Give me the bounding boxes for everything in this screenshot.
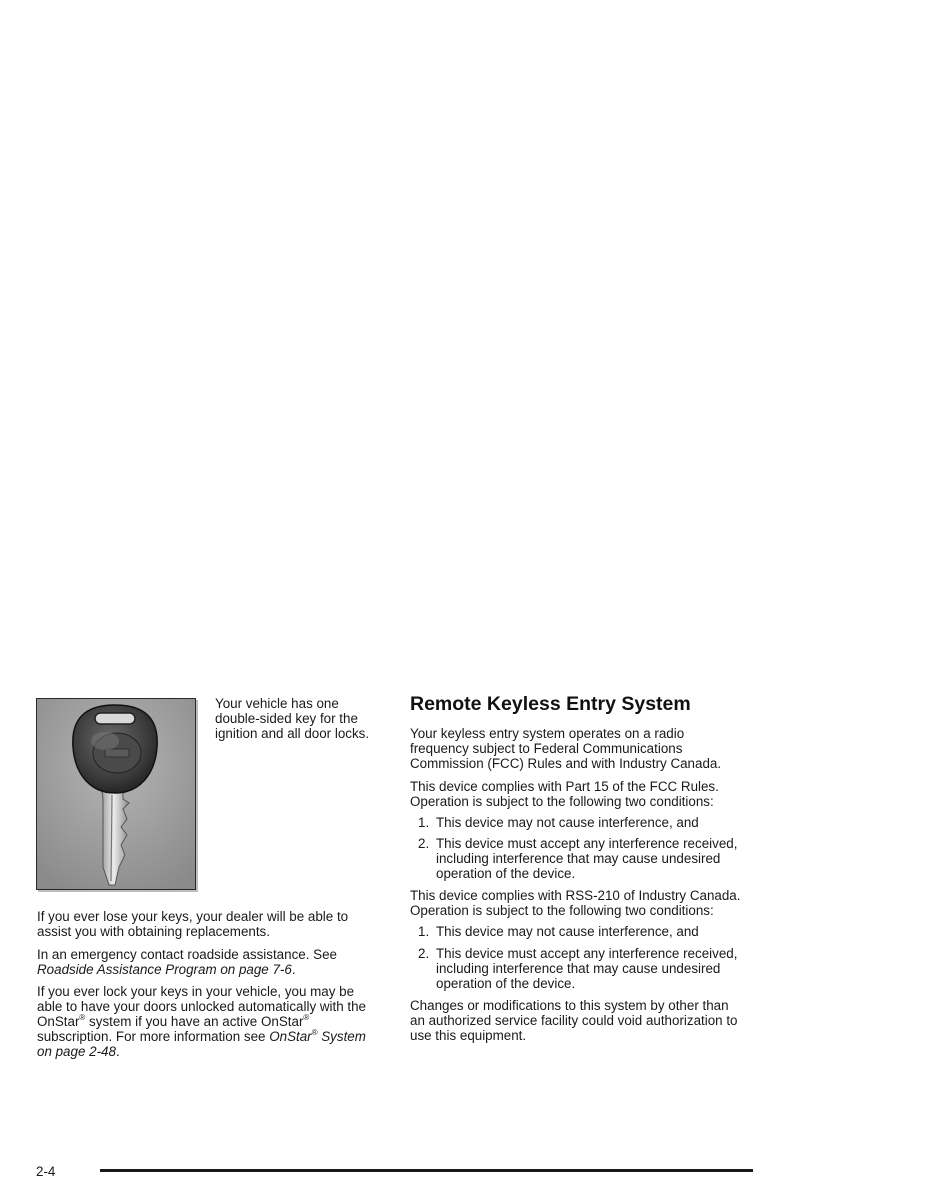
text-line: operation of the device. xyxy=(436,976,576,991)
rss-paragraph xyxy=(410,888,740,918)
key-illustration xyxy=(36,698,196,890)
list-text xyxy=(436,836,766,881)
text-line: If you ever lose your keys, your dealer will be able to xyxy=(37,909,349,924)
punctuation: . xyxy=(291,962,296,977)
list-text xyxy=(436,946,766,991)
text-line: In an emergency contact roadside assistance. See xyxy=(37,947,337,962)
key-caption-line: ignition and all door locks. xyxy=(215,726,370,741)
text-line: This device must accept any interference received, xyxy=(436,836,738,851)
text-line: Operation is subject to the following two conditions: xyxy=(410,903,714,918)
text-line: system if you have an active OnStar xyxy=(85,1014,304,1029)
text-line: Commission (FCC) Rules and with Industry Canada. xyxy=(410,756,722,771)
text-line: able to have your doors unlocked automatically with the xyxy=(37,999,367,1014)
section-heading: Remote Keyless Entry System xyxy=(410,693,691,715)
text-line: assist you with obtaining replacements. xyxy=(37,924,270,939)
text-line: This device must accept any interference received, xyxy=(436,946,738,961)
text-line: operation of the device. xyxy=(436,866,576,881)
onstar-paragraph xyxy=(37,984,366,1059)
text-line: subscription. For more information see xyxy=(37,1029,270,1044)
key-caption-line: double-sided key for the xyxy=(215,711,358,726)
text-line: Your keyless entry system operates on a radio xyxy=(410,726,685,741)
footer-rule xyxy=(100,1169,753,1172)
key-caption-line: Your vehicle has one xyxy=(215,696,339,711)
page-number: 2-4 xyxy=(36,1164,56,1179)
roadside-assistance-link[interactable]: Roadside Assistance Program on page 7-6 xyxy=(37,962,292,977)
key-caption xyxy=(215,696,369,741)
punctuation: . xyxy=(115,1044,120,1059)
intro-paragraph xyxy=(410,726,721,771)
lost-keys-paragraph xyxy=(37,909,348,939)
text-line: use this equipment. xyxy=(410,1028,527,1043)
changes-paragraph xyxy=(410,998,738,1043)
link-text: on page 2-48 xyxy=(37,1044,116,1059)
registered-mark: ® xyxy=(303,1012,310,1022)
fcc-paragraph xyxy=(410,779,719,809)
text-line: Operation is subject to the following two conditions: xyxy=(410,794,714,809)
text-line: Changes or modifications to this system by other than xyxy=(410,998,729,1013)
list-number: 1. xyxy=(418,924,430,939)
text-line: including interference that may cause undesired xyxy=(436,961,721,976)
text-line: If you ever lock your keys in your vehicle, you may be xyxy=(37,984,355,999)
key-icon xyxy=(37,699,195,889)
text-line: frequency subject to Federal Communications xyxy=(410,741,683,756)
list-number: 2. xyxy=(418,946,430,961)
list-number: 1. xyxy=(418,815,430,830)
list-text: This device may not cause interference, and xyxy=(436,924,699,939)
list-number: 2. xyxy=(418,836,430,851)
link-text: OnStar xyxy=(269,1029,312,1044)
text-line: an authorized service facility could void authorization to xyxy=(410,1013,738,1028)
text-line: This device complies with Part 15 of the FCC Rules. xyxy=(410,779,719,794)
emergency-paragraph xyxy=(37,947,337,977)
registered-mark: ® xyxy=(79,1012,86,1022)
text-line: including interference that may cause undesired xyxy=(436,851,721,866)
link-text: System xyxy=(317,1029,366,1044)
text-line: This device complies with RSS-210 of Industry Canada. xyxy=(410,888,741,903)
onstar-brand: OnStar xyxy=(37,1014,80,1029)
list-text: This device may not cause interference, and xyxy=(436,815,699,830)
registered-mark: ® xyxy=(311,1027,318,1037)
